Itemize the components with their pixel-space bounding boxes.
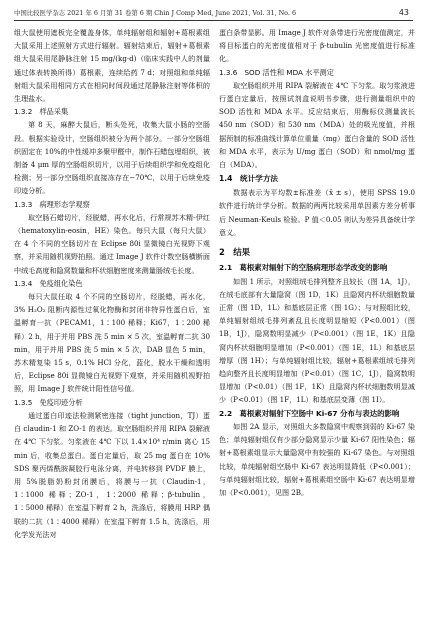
section-heading: 1.3.4 免疫组化染色 <box>14 278 83 288</box>
section-heading: 1.3.6 SOD 活性和 MDA 水平测定 <box>219 67 334 77</box>
section-heading: 2.1 葛根素对辐射下的空肠病理形态学改变的影响 <box>219 263 388 273</box>
body-paragraph: 取空肠组织并用 RIPA 裂解液在 4℃ 下匀浆。取匀浆液进行蛋白定量后，按照试剂盒说明书步骤，进行测量组织中的 SOD 活性和 MDA 水平。反应结束后，用酶标仪测量波长 450 nm（SOD）和 530 nm（MDA）处的吸光度值，并根据预制的标准曲线计算单位重量（mg）蛋白含量的 SOD 活性和 MDA 水平，表示为 U/mg 蛋白（SOD）和 nmol/mg 蛋白（MDA）。 <box>219 80 415 170</box>
body-paragraph: 每只大鼠任取 4 个不同的空肠切片，经脱蜡，再水化，3% H₂O₂ 阻断内源性过氧化物酶和封闭非特异性蛋白后，室温孵育一抗（PECAM1，1∶100 稀释；Ki67，1∶200 稀释）2 h，用于并用 PBS 洗 5 min × 5 次，室温孵育二抗 30 min，用于并用 PBS 洗 5 min × 5 次，DAB 显色 5 min，苏木精复染 15 s，0.1% HCl 分化，蓝化，脱水干燥和透明后，Eclipse 80i 显微镜白光视野下观察，并采用随机视野拍照，用 Image J 软件统计阳性信号值。 <box>14 292 210 394</box>
section-heading: 1.4 统计学方法 <box>219 174 279 184</box>
running-header <box>14 6 413 21</box>
section-heading: 1.3.2 样品采集 <box>14 107 69 117</box>
body-paragraph: 取空肠石蜡切片，经脱蜡，再水化后，行常规苏木精-伊红（hematoxylin-eosin，HE）染色。每只大鼠（每只大鼠）在 4 个不同的空肠切片在 Eclipse 80i 显微镜白光视野下观察，并采用随机视野拍照。通过 Image J 软件计数空肠横断面中绒毛高度和隐窝数量和杯状细胞密度来测量肠绒毛长度。 <box>14 212 210 275</box>
body-paragraph: 组大鼠使用遮板完全覆盖身体，单纯辐射组和辐射+葛根素组大鼠采用上述照射方式进行辐射。辐射结束后，辐射+葛根素组大鼠采用尾静脉注射 15 mg/(kg·d)（临床实践中人的剂量通过体表转换所得）葛根素，连续给药 7 d；对照组和单纯辐射组大鼠采用相同方式在相同时间段通过尾静脉注射等体积的生理盐水。 <box>14 28 210 104</box>
left-column <box>14 26 210 541</box>
right-column <box>219 26 415 499</box>
page-number: 43 <box>398 8 409 17</box>
body-paragraph: 蛋白条带显影。用 Image J 软件对条带进行光密度值测定，并将目标蛋白的光密度值相对于 β-tubulin 光密度值进行标准化。 <box>219 28 415 64</box>
body-paragraph: 数据表示为平均数±标准差（x̄ ± s），使用 SPSS 19.0 软件进行统计学分析。数据的两两比较采用单因素方差分析事后 Neuman-Keuls 检验。P 值＜0.05 则认为差异具备统计学意义。 <box>219 188 415 237</box>
section-heading: 1.3.3 病理形态学观察 <box>14 199 90 209</box>
body-paragraph: 如图 2A 显示，对照组大多数隐窝中观察到弱的 Ki-67 染色；单纯辐射组仅有少部分隐窝显示少量 Ki-67 阳性染色；辐射+葛根素组显示大量隐窝中有较强的 Ki-67 染色。与对照组比较，单纯辐射组空肠中 Ki-67 表达明显降低（P<0.001）；与单纯辐射组比较，辐射+葛根素组空肠中 Ki-67 表达明显增加（P<0.001），见图 2B。 <box>219 422 415 498</box>
journal-citation: 中国比较医学杂志 2021 年 6 月第 31 卷第 6 期 Chin J Comp Med, June 2021, Vol. 31, No. 6 <box>14 9 297 17</box>
section-heading: 1.3.5 免疫印迹分析 <box>14 397 83 407</box>
section-heading: 2 结果 <box>219 247 250 258</box>
body-paragraph: 如图 1 所示，对照组绒毛排列整齐且较长（图 1A，1J），在绒毛底部有大量隐窝（图 1D，1K）且隐窝内杯状细胞数量正常（图 1D，1L）和基底层正常（图 1G）；与对照组比较，单纯辐射组绒毛排列紊乱且长度明显缩短（P<0.001）（图 1B，1J），隐窝数明显减少（P<0.001）（图 1E，1K）且隐窝内杯状细胞明显增加（P<0.001）（图 1E，1L）和基底层增厚（图 1H）；与单纯辐射组比较，辐射+葛根素组绒毛排列趋向整齐且长度明显增加（P<0.01）（图 1C，1J），隐窝数明显增加（P<0.01）（图 1F，1K）且隐窝内杯状细胞数明显减少（P<0.01）（图 1F，1L）和基底层变薄（图 1I）。 <box>219 276 415 405</box>
body-paragraph: 通过蛋白印迹法检测紧密连接（tight junction，TJ）蛋白 claudin-1 和 ZO-1 的表达。取空肠组织并用 RIPA 裂解液在 4℃ 下匀浆。匀浆液在 4℃ 下以 1.4×10⁴ r/min 离心 15 min 后，收集总蛋白。蛋白定量后，取 25 mg 蛋白在 10% SDS 聚丙烯酰胺凝胶行电泳分离，并电转移到 PVDF 膜上，用 5%脱脂奶粉封闭膜后，将膜与一抗（Claudin-1，1∶1000 稀释；ZO-1，1∶2000 稀释；β-tubulin，1∶5000 稀释）在室温下孵育 2 h，洗涤后，将膜用 HRP 偶联的二抗（1∶4000 稀释）在室温下孵育 1.5 h，洗涤后，用化学发光法对 <box>14 410 210 539</box>
body-paragraph: 第 8 天，麻醉大鼠后，断头处死，收集大鼠小肠的空肠段。根据实验设计，空肠组织被分为两个部分。一部分空肠组织固定在 10%的中性缓冲多聚甲醛中，制作石蜡包埋组织，被制备 4 μm 厚的空肠组织切片，以用于后续组织学和免疫组化检测；另一部分空肠组织直接冻存在−70℃，以用于后续免疫印迹分析。 <box>14 120 210 196</box>
section-heading: 2.2 葛根素对辐射下空肠中 Ki-67 分布与表达的影响 <box>219 408 400 418</box>
